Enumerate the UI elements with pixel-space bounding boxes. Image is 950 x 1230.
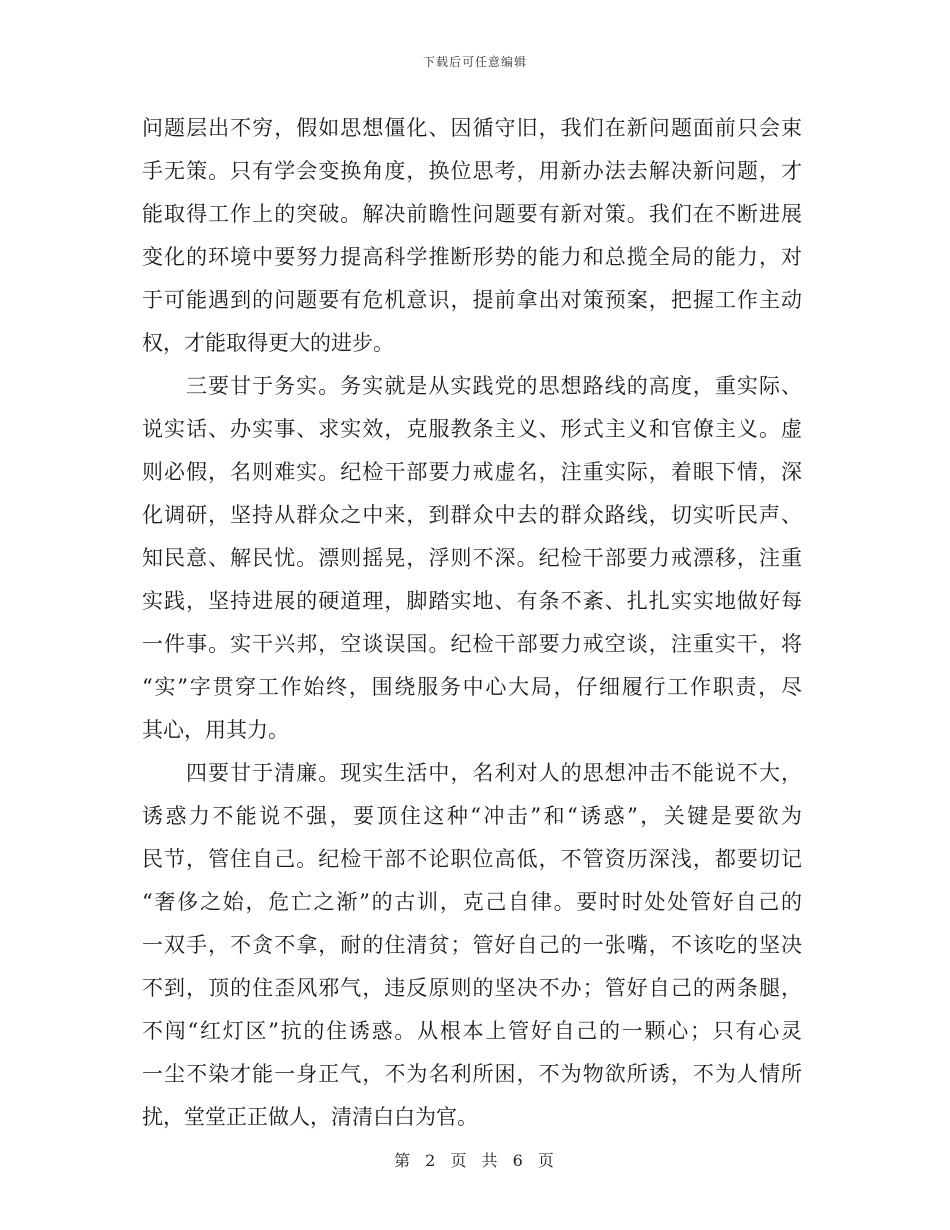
text-line: 变化的环境中要努力提高科学推断形势的能力和总揽全局的能力，对 [142,245,802,269]
text-line: 于可能遇到的问题要有危机意识，提前拿出对策预案，把握工作主动 [142,288,802,312]
text-line: 不闯“红灯区”抗的住诱惑。从根本上管好自己的一颗心；只有心灵 [142,1019,802,1043]
text-line: 一尘不染才能一身正气，不为名利所困，不为物欲所诱，不为人情所 [142,1062,802,1086]
text-line: 能取得工作上的突破。解决前瞻性问题要有新对策。我们在不断进展 [142,202,802,226]
text-line: “奢侈之始，危亡之渐”的古训，克己自律。要时时处处管好自己的 [142,890,802,914]
text-line: 不到，顶的住歪风邪气，违反原则的坚决不办；管好自己的两条腿， [142,976,802,1000]
page-number-footer: 第 2 页 共 6 页 [394,1151,556,1170]
text-line: 知民意、解民忧。漂则摇晃，浮则不深。纪检干部要力戒漂移，注重 [142,546,802,570]
text-line: 四要甘于清廉。现实生活中，名利对人的思想冲击不能说不大， [186,761,802,785]
text-line: “实”字贯穿工作始终，围绕服务中心大局，仔细履行工作职责，尽 [142,675,802,699]
text-line: 问题层出不穷，假如思想僵化、因循守旧，我们在新问题面前只会束 [142,116,802,140]
text-line: 实践，坚持进展的硬道理，脚踏实地、有条不紊、扎扎实实地做好每 [142,589,802,613]
document-body [142,107,802,1139]
text-line: 权，才能取得更大的进步。 [142,331,394,355]
text-line: 则必假，名则难实。纪检干部要力戒虚名，注重实际，着眼下情，深 [142,460,802,484]
text-line: 民节，管住自己。纪检干部不论职位高低，不管资历深浅，都要切记 [142,847,802,871]
text-line: 三要甘于务实。务实就是从实践党的思想路线的高度，重实际、 [186,374,802,398]
text-line: 其心，用其力。 [142,718,289,742]
text-line: 诱惑力不能说不强，要顶住这种“冲击”和“诱惑”，关键是要欲为 [142,804,802,828]
text-line: 说实话、办实事、求实效，克服教条主义、形式主义和官僚主义。虚 [142,417,802,441]
text-line: 扰，堂堂正正做人，清清白白为官。 [142,1105,478,1129]
paragraph-practical [142,365,802,752]
page-header: 下载后可任意编辑 [422,55,527,69]
text-line: 一件事。实干兴邦，空谈误国。纪检干部要力戒空谈，注重实干，将 [142,632,802,656]
text-line: 一双手，不贪不拿，耐的住清贫；管好自己的一张嘴，不该吃的坚决 [142,933,802,957]
text-line: 手无策。只有学会变换角度，换位思考，用新办法去解决新问题，才 [142,159,802,183]
text-line: 化调研，坚持从群众之中来，到群众中去的群众路线，切实听民声、 [142,503,802,527]
paragraph-continuation [142,107,802,365]
paragraph-integrity [142,752,802,1139]
